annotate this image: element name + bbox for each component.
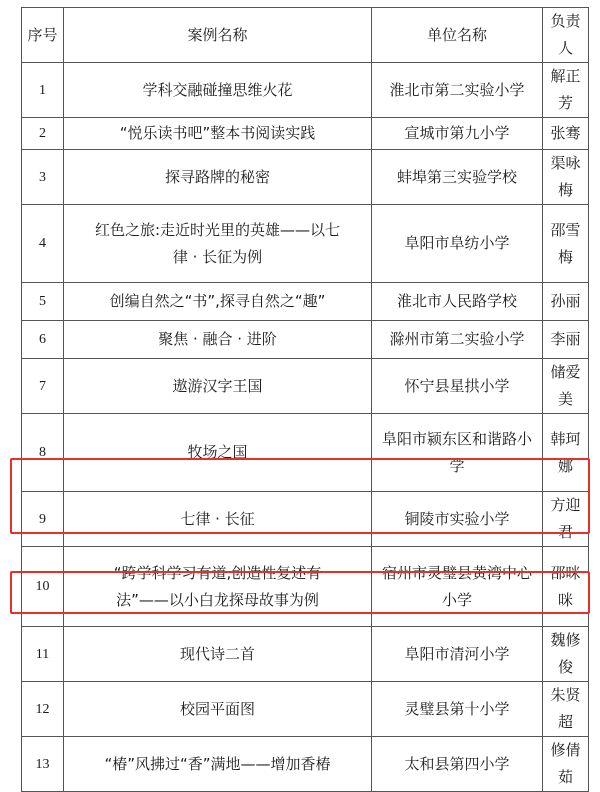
cell-unit: 阜阳市阜纺小学 — [372, 205, 543, 283]
case-table — [21, 7, 589, 792]
cell-case: “跨学科学习有道,创造性复述有法”——以小白龙探母故事为例 — [64, 547, 372, 627]
cell-case: 红色之旅:走近时光里的英雄——以七律 · 长征为例 — [64, 205, 372, 283]
table-row — [22, 118, 589, 150]
cell-case: 学科交融碰撞思维火花 — [64, 63, 372, 118]
cell-case: 聚焦 · 融合 · 进阶 — [64, 321, 372, 359]
cell-owner: 储爱美 — [543, 359, 589, 414]
cell-unit: 怀宁县星拱小学 — [372, 359, 543, 414]
cell-no: 9 — [22, 492, 64, 547]
cell-no: 1 — [22, 63, 64, 118]
cell-unit: 铜陵市实验小学 — [372, 492, 543, 547]
cell-case: “椿”风拂过“香”满地——增加香椿 — [64, 737, 372, 792]
cell-no: 4 — [22, 205, 64, 283]
cell-no: 8 — [22, 414, 64, 492]
header-unit: 单位名称 — [372, 8, 543, 63]
cell-owner: 邵雪梅 — [543, 205, 589, 283]
cell-no: 10 — [22, 547, 64, 627]
cell-case: 遨游汉字王国 — [64, 359, 372, 414]
table-row — [22, 359, 589, 414]
cell-unit: 阜阳市颍东区和谐路小学 — [372, 414, 543, 492]
cell-owner: 孙丽 — [543, 283, 589, 321]
cell-no: 6 — [22, 321, 64, 359]
cell-unit: 淮北市人民路学校 — [372, 283, 543, 321]
cell-case: 校园平面图 — [64, 682, 372, 737]
cell-no: 2 — [22, 118, 64, 150]
cell-no: 12 — [22, 682, 64, 737]
table-row — [22, 205, 589, 283]
cell-unit: 淮北市第二实验小学 — [372, 63, 543, 118]
table-row — [22, 321, 589, 359]
cell-owner: 渠咏梅 — [543, 150, 589, 205]
header-case: 案例名称 — [64, 8, 372, 63]
table-row — [22, 492, 589, 547]
cell-case: 七律 · 长征 — [64, 492, 372, 547]
cell-unit: 太和县第四小学 — [372, 737, 543, 792]
cell-case: 牧场之国 — [64, 414, 372, 492]
cell-owner: 朱贤超 — [543, 682, 589, 737]
cell-no: 11 — [22, 627, 64, 682]
cell-case: 探寻路牌的秘密 — [64, 150, 372, 205]
cell-no: 13 — [22, 737, 64, 792]
table-row — [22, 547, 589, 627]
table-row — [22, 737, 589, 792]
cell-unit: 灵璧县第十小学 — [372, 682, 543, 737]
cell-unit: 蚌埠第三实验学校 — [372, 150, 543, 205]
header-row — [22, 8, 589, 63]
cell-unit: 阜阳市清河小学 — [372, 627, 543, 682]
cell-no: 7 — [22, 359, 64, 414]
cell-case: 创编自然之“书”,探寻自然之“趣” — [64, 283, 372, 321]
cell-owner: 邵咪咪 — [543, 547, 589, 627]
cell-owner: 解正芳 — [543, 63, 589, 118]
cell-owner: 韩珂娜 — [543, 414, 589, 492]
header-owner: 负责人 — [543, 8, 589, 63]
cell-owner: 张骞 — [543, 118, 589, 150]
cell-unit: 宣城市第九小学 — [372, 118, 543, 150]
table-row — [22, 414, 589, 492]
cell-case: “悦乐读书吧”整本书阅读实践 — [64, 118, 372, 150]
cell-no: 5 — [22, 283, 64, 321]
cell-unit: 宿州市灵璧县黄湾中心小学 — [372, 547, 543, 627]
cell-owner: 方迎君 — [543, 492, 589, 547]
table-row — [22, 627, 589, 682]
cell-owner: 魏修俊 — [543, 627, 589, 682]
cell-owner: 李丽 — [543, 321, 589, 359]
cell-owner: 修倩茹 — [543, 737, 589, 792]
table-row — [22, 150, 589, 205]
table-row — [22, 682, 589, 737]
table-row — [22, 283, 589, 321]
table-row — [22, 63, 589, 118]
cell-case: 现代诗二首 — [64, 627, 372, 682]
cell-unit: 滁州市第二实验小学 — [372, 321, 543, 359]
cell-no: 3 — [22, 150, 64, 205]
header-no: 序号 — [22, 8, 64, 63]
